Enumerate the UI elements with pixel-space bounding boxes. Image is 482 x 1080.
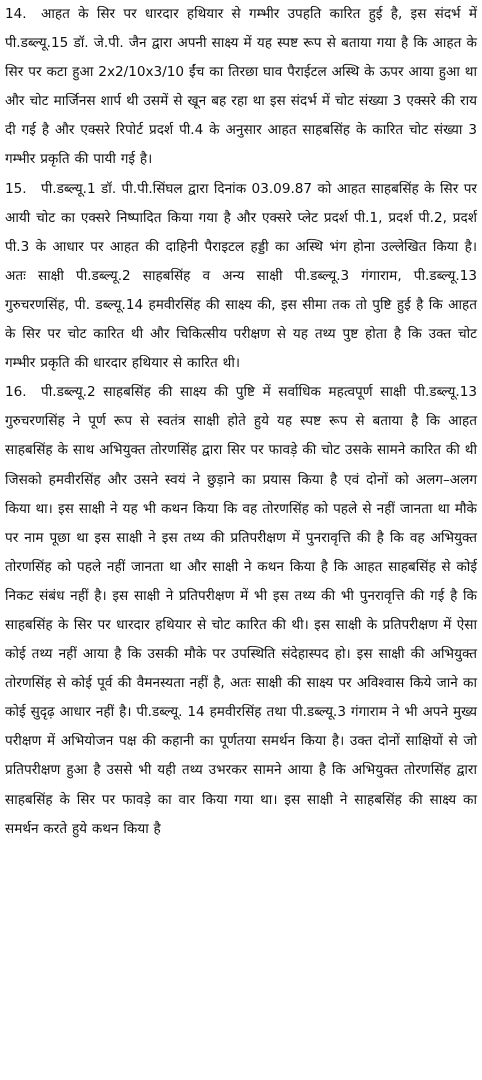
paragraph-15 xyxy=(5,175,477,379)
judgment-document xyxy=(5,0,477,844)
paragraph-14 xyxy=(5,0,477,175)
paragraph-number: 16. xyxy=(5,384,27,401)
paragraph-number: 14. xyxy=(5,6,27,22)
paragraph-text: आहत के सिर पर धारदार हथियार से गम्भीर उपहति कारित हुई है, इस संदर्भ में पी.डब्ल्यू.15 डॉ. जे.पी. जैन द्वारा अपनी साक्ष्य में यह स्पष्ट रूप से बताया गया है कि आहत के सिर पर कटा हुआ 2x2/10x3/10 ईंच का तिरछा घाव पैराईटल अस्थि के ऊपर आया हुआ था और चोट मार्जिनस शार्प थी उसमें से खून बह रहा था इस संदर्भ में चोट संख्या 3 एक्सरे की राय दी गई है और एक्सरे रिपोर्ट प्रदर्श पी.4 के अनुसार आहत साहबसिंह के कारित चोट संख्या 3 गम्भीर प्रकृति की पायी गई है। xyxy=(5,6,477,168)
paragraph-number: 15. xyxy=(5,180,27,197)
paragraph-16 xyxy=(5,378,477,844)
paragraph-text: पी.डब्ल्यू.2 साहबसिंह की साक्ष्य की पुष्टि में सर्वाधिक महत्वपूर्ण साक्षी पी.डब्ल्यू.13 गुरुचरणसिंह ने पूर्ण रूप से स्वतंत्र साक्षी होते हुये यह स्पष्ट रूप से बताया है कि आहत साहबसिंह के साथ अभियुक्त तोरणसिंह द्वारा सिर पर फावड़े की चोट उसके सामने कारित की थी जिसको हमवीरसिंह और उसने स्वयं ने छुड़ाने का प्रयास किया है एवं दोनों को अलग–अलग किया था। इस साक्षी ने यह भी कथन किया कि वह तोरणसिंह को पहले से नहीं जानता था मौके पर नाम पूछा था इस साक्षी ने इस तथ्य की प्रतिपरीक्षण में पुनरावृत्ति की है कि वह अभियुक्त तोरणसिंह को पहले नहीं जानता था और साक्षी ने कथन किया है कि आहत साहबसिंह से कोई निकट संबंध नहीं है। इस साक्षी ने प्रतिपरीक्षण में भी इस तथ्य की भी पुनरावृत्ति की गई है कि साहबसिंह के सिर पर धारदार हथियार से चोट कारित की थी। इस साक्षी के प्रतिपरीक्षण में ऐसा कोई तथ्य नहीं आया है कि उसकी मौके पर उपस्थिति संदेहास्पद हो। इस साक्षी की अभियुक्त तोरणसिंह से कोई पूर्व की वैमनस्यता नहीं है, अतः साक्षी की साक्ष्य पर अविश्वास किये जाने का कोई सुदृढ़ आधार नहीं है। पी.डब्ल्यू. 14 हमवीरसिंह तथा पी.डब्ल्यू.3 गंगाराम ने भी अपने मुख्य परीक्षण में अभियोजन पक्ष की कहानी का पूर्णतया समर्थन किया है। उक्त दोनों साक्षियों से जो प्रतिपरीक्षण हुआ है उससे भी यही तथ्य उभरकर सामने आया है कि अभियुक्त तोरणसिंह द्वारा साहबसिंह के सिर पर फावड़े का वार किया गया था। इस साक्षी ने साहबसिंह की साक्ष्य का समर्थन करते हुये कथन किया है xyxy=(5,384,478,837)
paragraph-text: पी.डब्ल्यू.1 डॉ. पी.पी.सिंघल द्वारा दिनांक 03.09.87 को आहत साहबसिंह के सिर पर आयी चोट का एक्सरे निष्पादित किया गया है और एक्सरे प्लेट प्रदर्श पी.1, प्रदर्श पी.2, प्रदर्श पी.3 के आधार पर आहत की दाहिनी पैराइटल हड्डी का अस्थि भंग होना उल्लेखित किया है। अतः साक्षी पी.डब्ल्यू.2 साहबसिंह व अन्य साक्षी पी.डब्ल्यू.3 गंगाराम, पी.डब्ल्यू.13 गुरुचरणसिंह, पी. डब्ल्यू.14 हमवीरसिंह की साक्ष्य की, इस सीमा तक तो पुष्टि हुई है कि आहत के सिर पर चोट कारित थी और चिकित्सीय परीक्षण से यह तथ्य पुष्ट होता है कि उक्त चोट गम्भीर प्रकृति की धारदार हथियार से कारित थी। xyxy=(5,180,477,372)
